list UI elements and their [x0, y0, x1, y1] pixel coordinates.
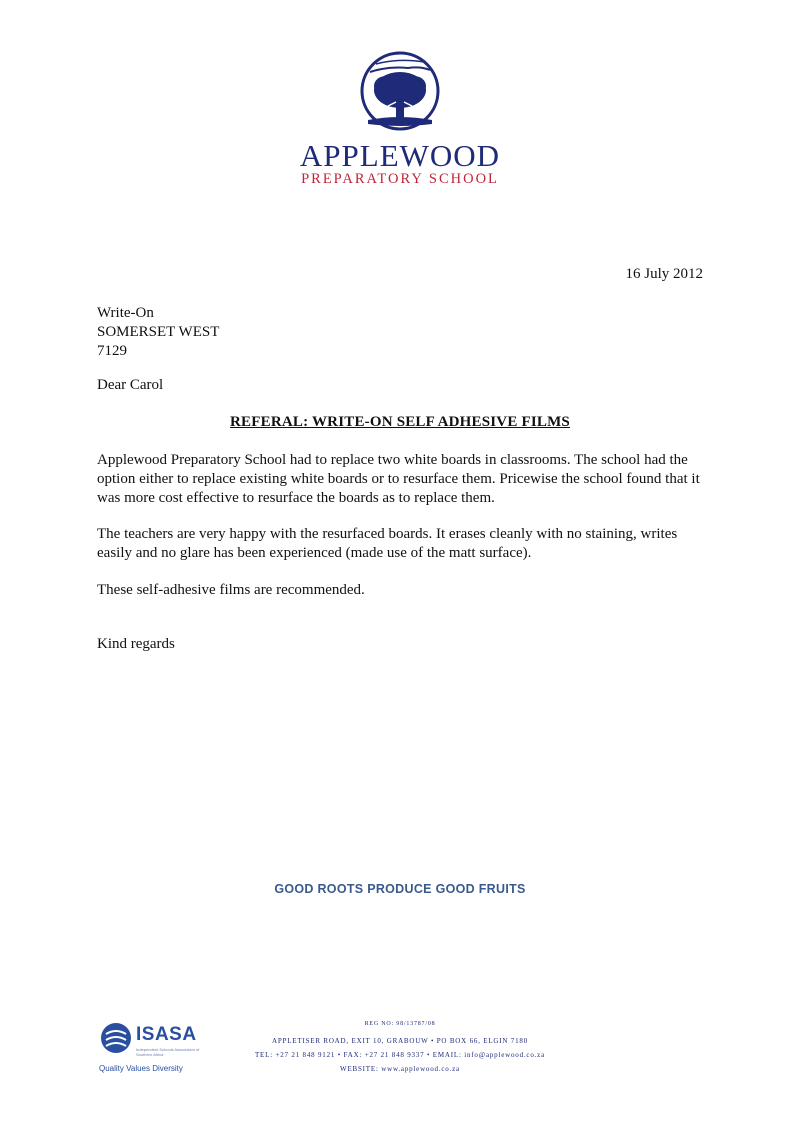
letter-date: 16 July 2012	[625, 266, 703, 282]
body-paragraph: These self-adhesive films are recommended.	[97, 582, 365, 598]
address-line: 7129	[97, 343, 127, 359]
isasa-name: ISASA	[136, 1024, 197, 1045]
isasa-fullname: Independent Schools Association of Southern Africa	[136, 1047, 200, 1057]
school-motto: GOOD ROOTS PRODUCE GOOD FRUITS	[274, 882, 526, 896]
greeting: Dear Carol	[97, 377, 164, 393]
school-subtitle: PREPARATORY SCHOOL	[301, 171, 499, 187]
body-paragraph: The teachers are very happy with the resurfaced boards. It erases cleanly with no staining, writes easily and no glare has been experienced (made use of the matt surface).	[97, 526, 678, 561]
isasa-tagline: Quality Values Diversity	[99, 1064, 183, 1073]
address-line: Write-On	[97, 305, 154, 321]
closing: Kind regards	[97, 636, 175, 652]
address-line: SOMERSET WEST	[97, 324, 220, 340]
school-name: APPLEWOOD	[299, 138, 501, 173]
tree-emblem-icon	[358, 44, 442, 138]
footer-address: APPLETISER ROAD, EXIT 10, GRABOUW • PO BOX 66, ELGIN 7180	[271, 1037, 529, 1045]
footer-website: WEBSITE: www.applewood.co.za	[340, 1065, 460, 1073]
recipient-address	[97, 304, 219, 361]
footer-contact: TEL: +27 21 848 9121 • FAX: +27 21 848 9337 • EMAIL: info@applewood.co.za	[254, 1051, 545, 1059]
school-logo	[290, 44, 510, 187]
footer-reg-number: REG NO: 98/13787/08	[364, 1021, 436, 1027]
body-paragraph: Applewood Preparatory School had to replace two white boards in classrooms. The school had the option either to replace existing white boards or to resurface them. Pricewise the school found that it was more cost effective to resurface the boards as to replace them.	[97, 452, 700, 506]
subject-line: REFERAL: WRITE-ON SELF ADHESIVE FILMS	[230, 414, 570, 430]
